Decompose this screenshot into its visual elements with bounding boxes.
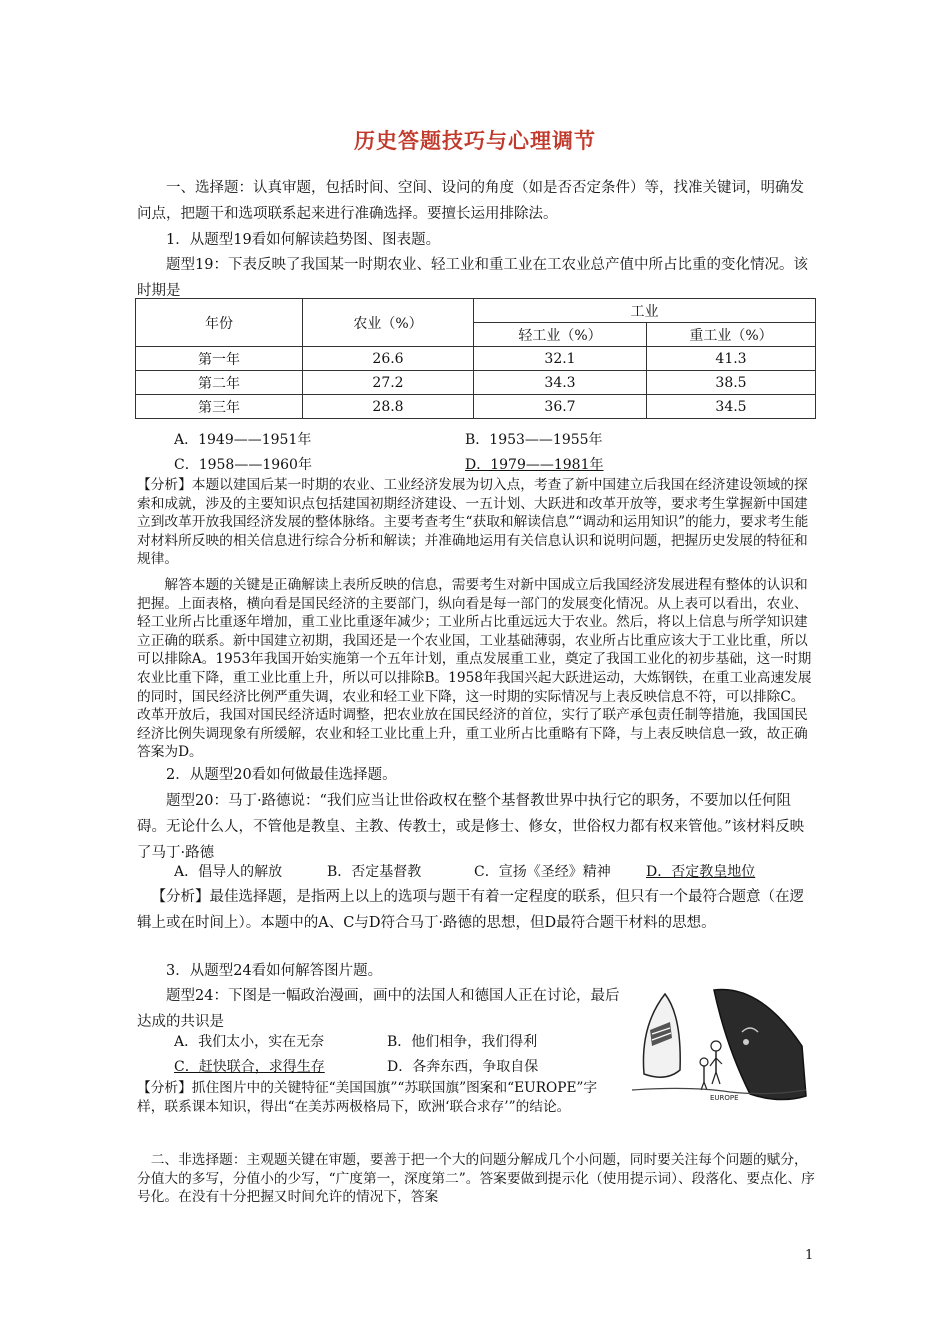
q3-stem: 题型24：下图是一幅政治漫画，画中的法国人和德国人正在讨论，最后达成的共识是: [137, 988, 620, 1030]
q2-option-d: D．否定教皇地位: [646, 864, 756, 880]
q3-heading: 3．从题型24看如何解答图片题。: [166, 963, 383, 979]
cartoon-label: EUROPE: [710, 1094, 739, 1102]
section2-intro: 二、非选择题：主观题关键在审题，要善于把一个大的问题分解成几个小问题，同时要关注每个问题的赋分，分值大的多写，分值小的少写，“广度第一，深度第二”。答案要做到提示化（使用提示词）、段落化、要点化、序号化。在没有十分把握又时间允许的情况下，答案: [137, 1152, 815, 1206]
cell-year: 第三年: [136, 395, 303, 419]
q2-heading: 2．从题型20看如何做最佳选择题。: [166, 767, 397, 783]
table-row: [136, 395, 816, 419]
q3-option-a: A．我们太小，实在无奈: [174, 1034, 325, 1050]
q1-option-d: D．1979——1981年: [465, 457, 604, 473]
q1-stem: 题型19：下表反映了我国某一时期农业、轻工业和重工业在工农业总产值中所占比重的变化情况。该时期是: [137, 257, 808, 299]
cell-year: 第一年: [136, 347, 303, 371]
table-row: [136, 347, 816, 371]
q1-analysis-detail: 解答本题的关键是正确解读上表所反映的信息，需要考生对新中国成立后我国经济发展进程有整体的认识和把握。上面表格，横向看是国民经济的主要部门，纵向看是每一部门的发展变化情况。从上表可以看出，农业、轻工业所占比重逐年增加，重工业比重逐年减少；工业所占比重远远大于农业。然后，将以上信息与所学知识建立正确的联系。新中国建立初期，我国还是一个农业国，工业基础薄弱，农业所占比重应该大于工业比重，所以可以排除A。1953年我国开始实施第一个五年计划，重点发展重工业，奠定了我国工业化的初步基础，这一时期农业比重下降，重工业比重上升，所以可以排除B。1958年我国兴起大跃进运动，大炼钢铁，在重工业高速发展的同时，国民经济比例严重失调，农业和轻工业下降，这一时期的实际情况与上表反映信息不符，可以排除C。改革开放后，我国对国民经济适时调整，把农业放在国民经济的首位，实行了联产承包责任制等措施，我国国民经济比例失调现象有所缓解，农业和轻工业比重上升，重工业所占比重略有下降，与上表反映信息一致，故正确答案为D。: [137, 577, 812, 761]
cell-agri: 28.8: [303, 395, 474, 419]
q3-analysis: 【分析】抓住图片中的关键特征“美国国旗”“苏联国旗”图案和“EUROPE”字样，联系课本知识，得出“在美苏两极格局下，欧洲‘联合求存’”的结论。: [137, 1080, 598, 1115]
q3-option-b: B．他们相争，我们得利: [387, 1034, 538, 1050]
data-table: [135, 298, 816, 419]
section1-intro: 一、选择题：认真审题，包括时间、空间、设问的角度（如是否否定条件）等，找准关键词，明确发问点，把题干和选项联系起来进行准确选择。要擅长运用排除法。: [137, 180, 804, 222]
cell-light: 34.3: [474, 371, 647, 395]
q3-option-c: C．赶快联合，求得生存: [174, 1059, 325, 1075]
page-title: 历史答题技巧与心理调节: [354, 129, 596, 153]
page-number: 1: [805, 1248, 814, 1263]
q2-option-b: B．否定基督教: [327, 864, 422, 880]
header-industry: 工业: [474, 299, 816, 323]
q2-analysis: 【分析】最佳选择题，是指两上以上的选项与题干有着一定程度的联系，但只有一个最符合题意（在逻辑上或在时间上）。本题中的A、C与D符合马丁·路德的思想，但D最符合题干材料的思想。: [137, 889, 804, 931]
q1-option-c: C．1958——1960年: [174, 457, 312, 473]
header-agri: 农业（%）: [303, 299, 474, 347]
q1-option-a: A．1949——1951年: [174, 432, 312, 448]
q1-analysis: 【分析】本题以建国后某一时期的农业、工业经济发展为切入点，考查了新中国建立后我国在经济建设领域的探索和成就，涉及的主要知识点包括建国初期经济建设、一五计划、大跃进和改革开放等，要求考生掌握新中国建立到改革开放我国经济发展的整体脉络。主要考查考生“获取和解读信息”“调动和运用知识”的能力，要求考生能对材料所反映的相关信息进行综合分析和解读；并准确地运用有关信息认识和说明问题，把握历史发展的特征和规律。: [137, 477, 809, 568]
political-cartoon-image: [630, 986, 808, 1104]
cell-heavy: 38.5: [647, 371, 816, 395]
header-heavy: 重工业（%）: [647, 323, 816, 347]
q2-option-c: C．宣扬《圣经》精神: [474, 864, 611, 880]
header-light: 轻工业（%）: [474, 323, 647, 347]
q3-option-d: D．各奔东西，争取自保: [387, 1059, 539, 1075]
q1-heading: 1．从题型19看如何解读趋势图、图表题。: [166, 232, 441, 248]
q2-stem: 题型20：马丁·路德说：“我们应当让世俗政权在整个基督教世界中执行它的职务，不要加以任何阻碍。无论什么人，不管他是教皇、主教、传教士，或是修士、修女，世俗权力都有权来管他。”该材料反映了马丁·路德: [137, 793, 805, 861]
q2-option-a: A．倡导人的解放: [174, 864, 283, 880]
cell-agri: 26.6: [303, 347, 474, 371]
cell-heavy: 34.5: [647, 395, 816, 419]
q1-option-b: B．1953——1955年: [465, 432, 603, 448]
table-row: [136, 371, 816, 395]
cell-light: 32.1: [474, 347, 647, 371]
header-year: 年份: [136, 299, 303, 347]
cell-light: 36.7: [474, 395, 647, 419]
cell-agri: 27.2: [303, 371, 474, 395]
cell-year: 第二年: [136, 371, 303, 395]
cell-heavy: 41.3: [647, 347, 816, 371]
